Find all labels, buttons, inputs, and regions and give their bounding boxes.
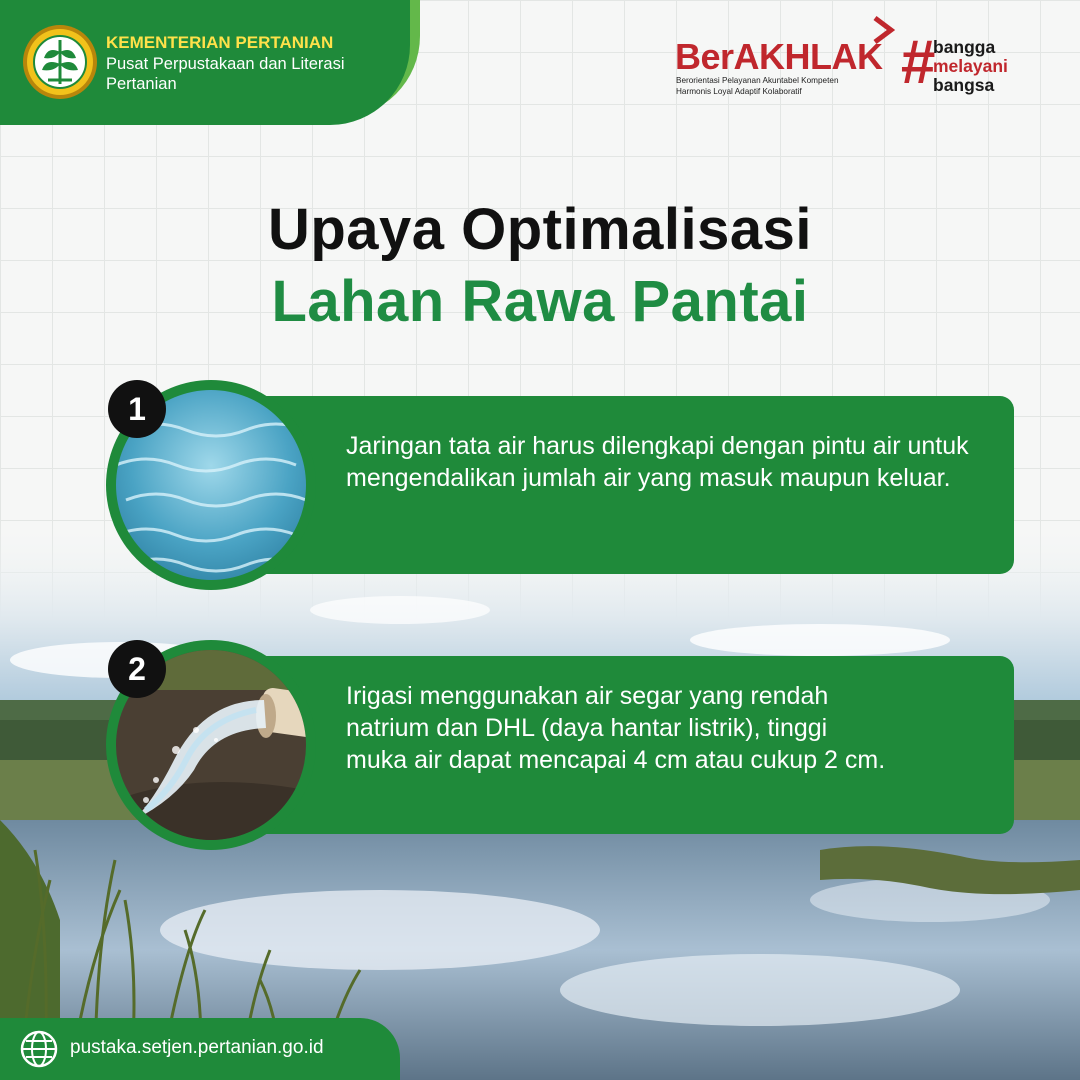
ministry-text-block (106, 32, 366, 94)
bangga-melayani-bangsa-logo (900, 28, 1050, 98)
berakhlak-tagline-line2: Harmonis Loyal Adaptif Kolaboratif (676, 86, 802, 96)
globe-icon (20, 1030, 58, 1068)
berakhlak-tagline-line1: Berorientasi Pelayanan Akuntabel Kompeten (676, 76, 839, 85)
berakhlak-wordmark: BerAKHLAK (675, 36, 883, 77)
step-number-badge: 1 (108, 380, 166, 438)
footer-band (0, 1018, 400, 1080)
page-title-line1: Upaya Optimalisasi (267, 197, 813, 262)
info-card-2 (220, 656, 1014, 834)
page-title-line2: Lahan Rawa Pantai (271, 269, 809, 334)
berakhlak-logo (675, 20, 905, 100)
bangga-word-3: bangsa (933, 75, 995, 95)
step-number-badge: 2 (108, 640, 166, 698)
kementan-logo (22, 24, 98, 100)
bangga-words (933, 38, 1008, 95)
info-card-1 (220, 396, 1014, 574)
chevron-right-icon (871, 16, 895, 44)
bangga-word-1: bangga (933, 37, 996, 57)
info-card-text: Irigasi menggunakan air segar yang rendah natrium dan DHL (daya hantar listrik), tinggi muka air dapat mencapai 4 cm atau cukup 2 cm. (346, 682, 886, 774)
info-card-text: Jaringan tata air harus dilengkapi dengan pintu air untuk mengendalikan jumlah air yang masuk maupun keluar. (346, 432, 969, 492)
ministry-unit: Pusat Perpustakaan dan Literasi Pertanian (106, 55, 345, 93)
hashtag-symbol: # (900, 28, 935, 97)
bangga-word-2: melayani (933, 56, 1008, 76)
website-url[interactable]: pustaka.setjen.pertanian.go.id (70, 1037, 324, 1058)
ministry-name: KEMENTERIAN PERTANIAN (106, 33, 334, 52)
berakhlak-tagline (676, 76, 839, 97)
